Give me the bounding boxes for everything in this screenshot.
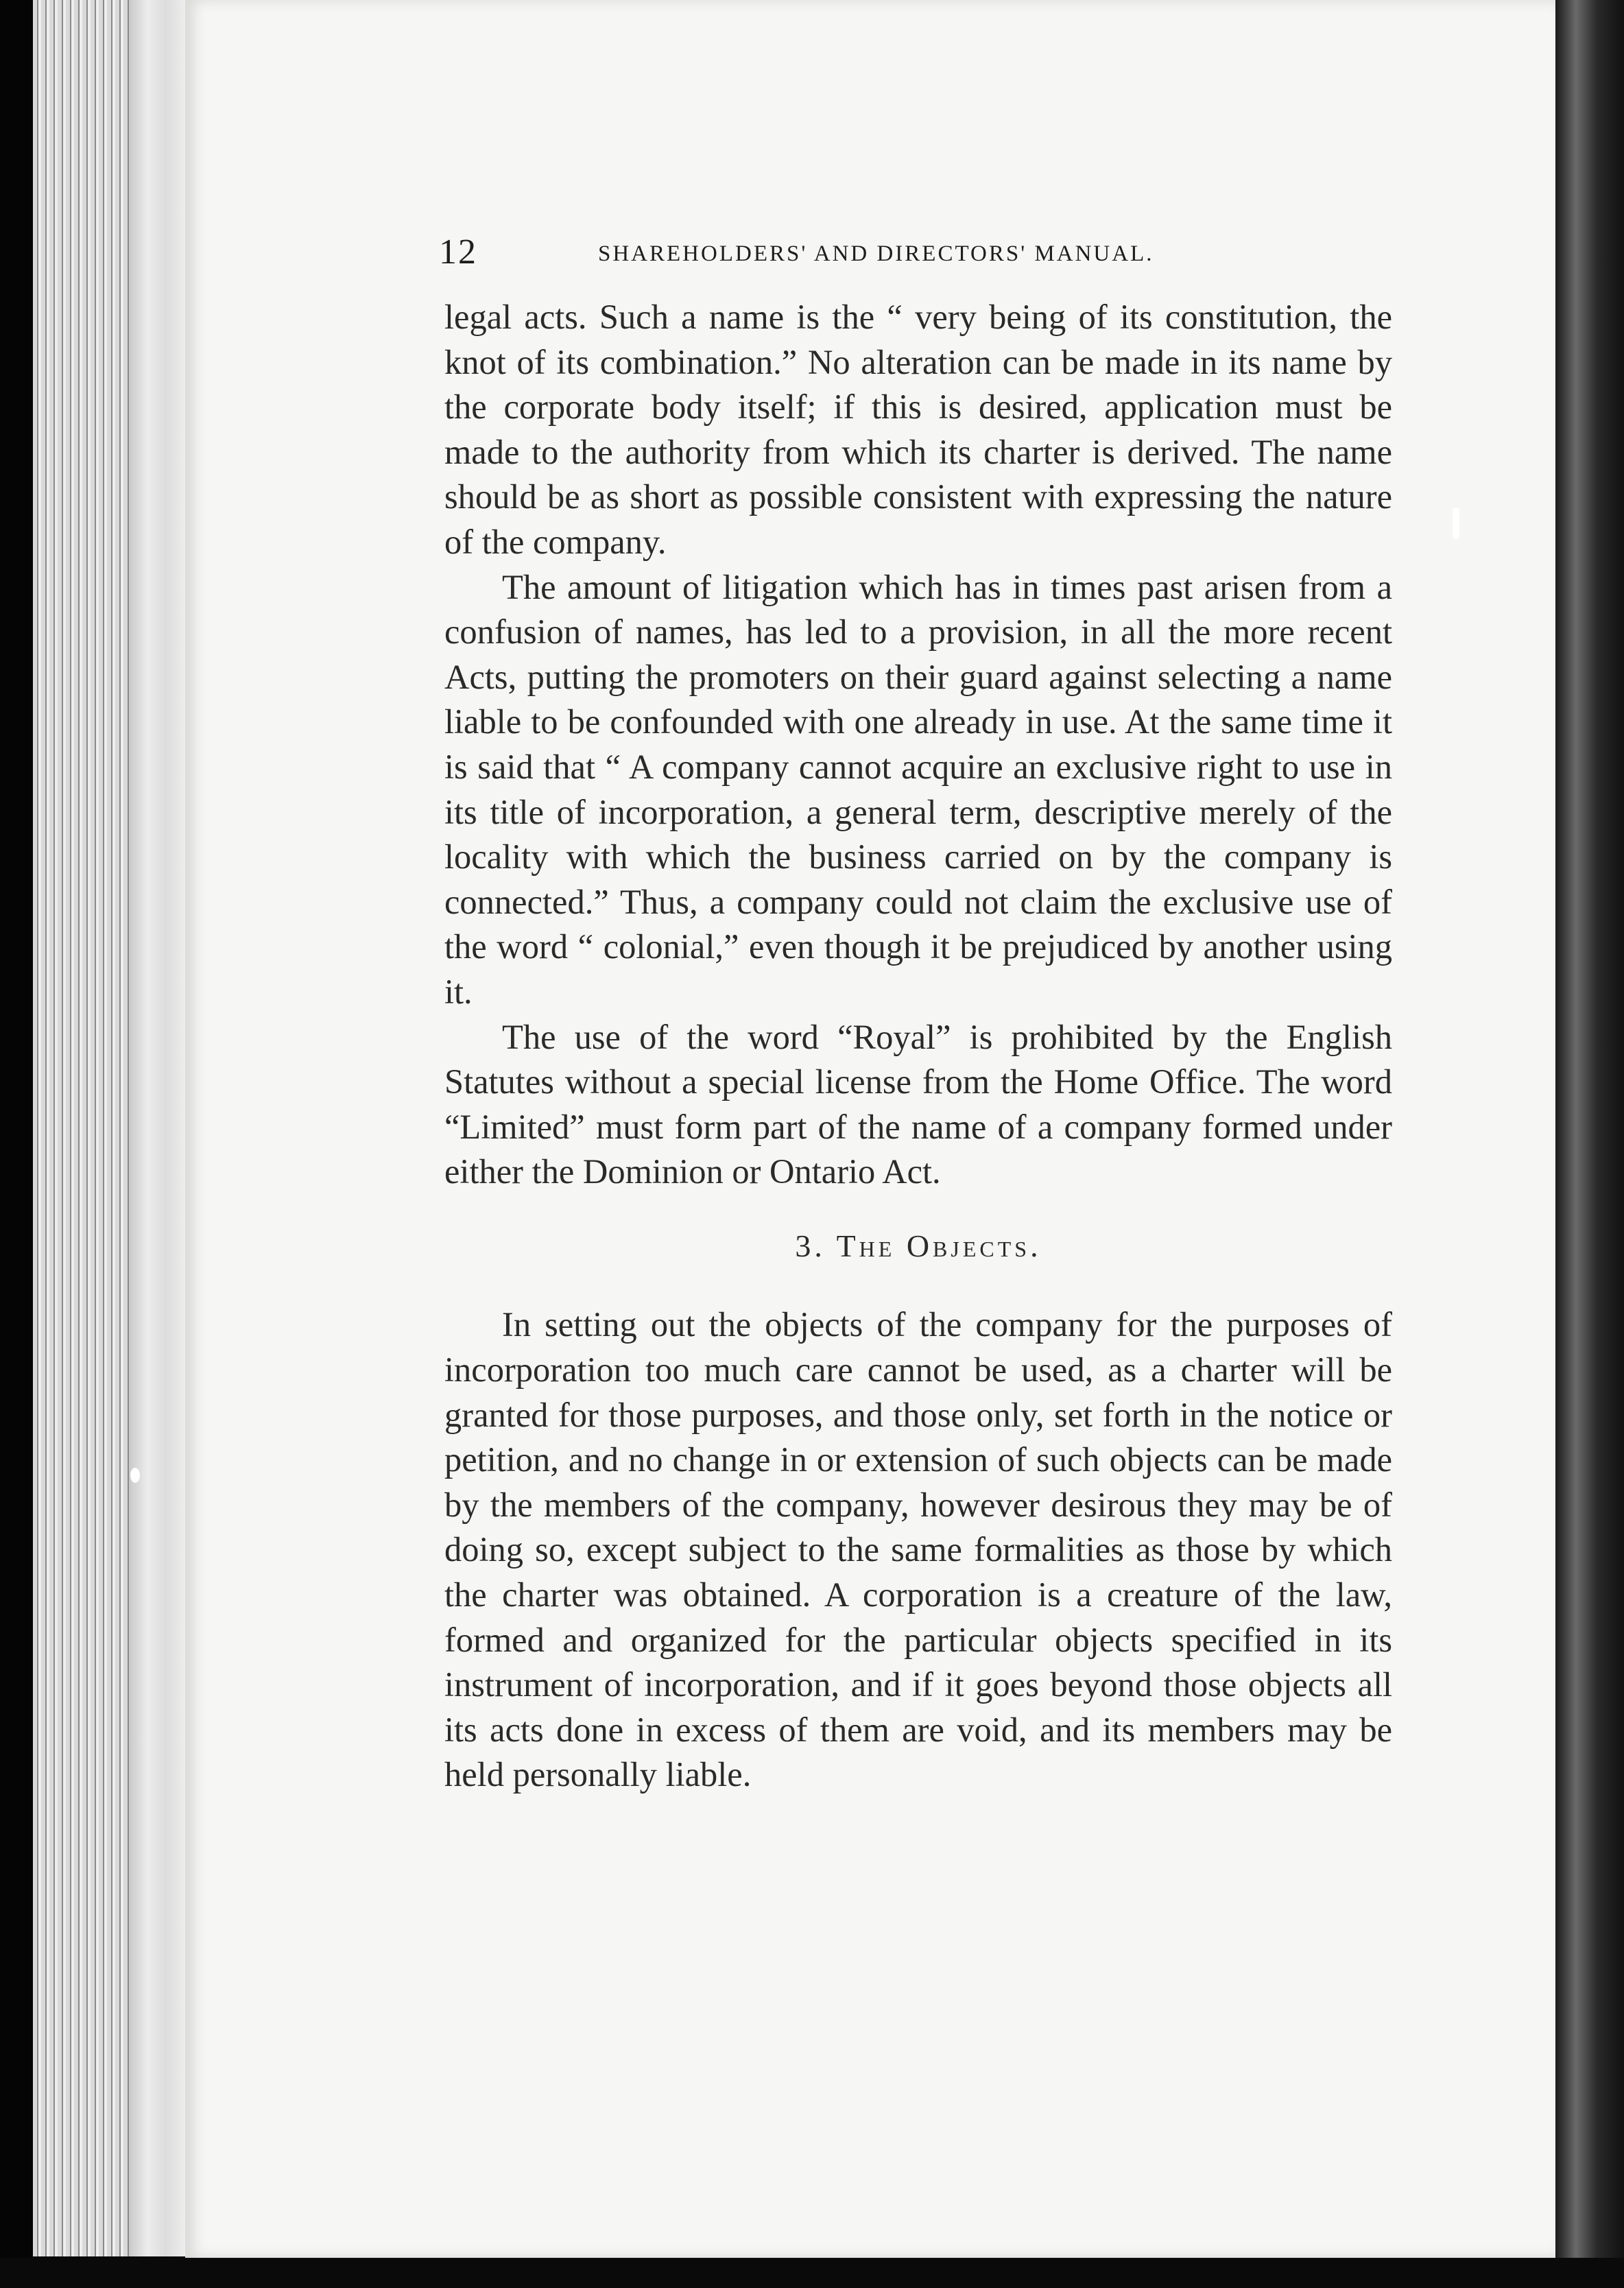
page-body <box>444 295 1392 1798</box>
scan-border-right <box>1555 0 1624 2288</box>
page-header <box>439 232 1413 273</box>
scan-speck <box>130 1468 140 1483</box>
paragraph-3: The use of the word “Royal” is prohibited by the English Statutes without a special license from the Home Office. The word “Limited” must form part of the name of a company formed under either the Dominion or Ontario Act. <box>444 1017 1392 1191</box>
page-number: 12 <box>439 233 477 272</box>
scan-border-bottom <box>0 2258 1624 2288</box>
scan-speck <box>1453 508 1459 539</box>
paragraph-2: The amount of litigation which has in times past arisen from a confusion of names, has led to a provision, in all the more recent Acts, putting the promoters on their guard against selecting a name liable to be confounded with one already in use. At the same time it is said that “ A company cannot acquire an exclusive right to use in its title of incorporation, a general term, descriptive merely of the locality with which the business carried on by the company is connected.” Thus, a company could not claim the exclusive use of the word “ colonial,” even though it be prejudiced by another using it. <box>444 567 1392 1011</box>
paragraph-1: legal acts. Such a name is the “ very being of its constitution, the knot of its combination.” No alteration can be made in its name by the corporate body itself; if this is desired, application must be made to the authority from which its charter is derived. The name should be as short as possible consistent with expressing the nature of the company. <box>444 298 1392 561</box>
section-paragraph: In setting out the objects of the company for the purposes of incorporation too much care cannot be used, as a charter will be granted for those purposes, and those only, set forth in the notice or petition, and no change in or extension of such objects can be made by the members of the company, however desirous they may be of doing so, except subject to the same formalities as those by which the charter was obtained. A corporation is a creature of the law, formed and organized for the particular objects specified in its instrument of incorporation, and if it goes beyond those objects all its acts done in excess of them are void, and its members may be held personally liable. <box>444 1305 1392 1794</box>
book-leaf-block <box>129 0 191 2256</box>
running-head: SHAREHOLDERS' AND DIRECTORS' MANUAL. <box>598 241 1154 266</box>
book-page-edges <box>33 0 129 2256</box>
section-heading: 3. The Objects. <box>795 1228 1042 1263</box>
